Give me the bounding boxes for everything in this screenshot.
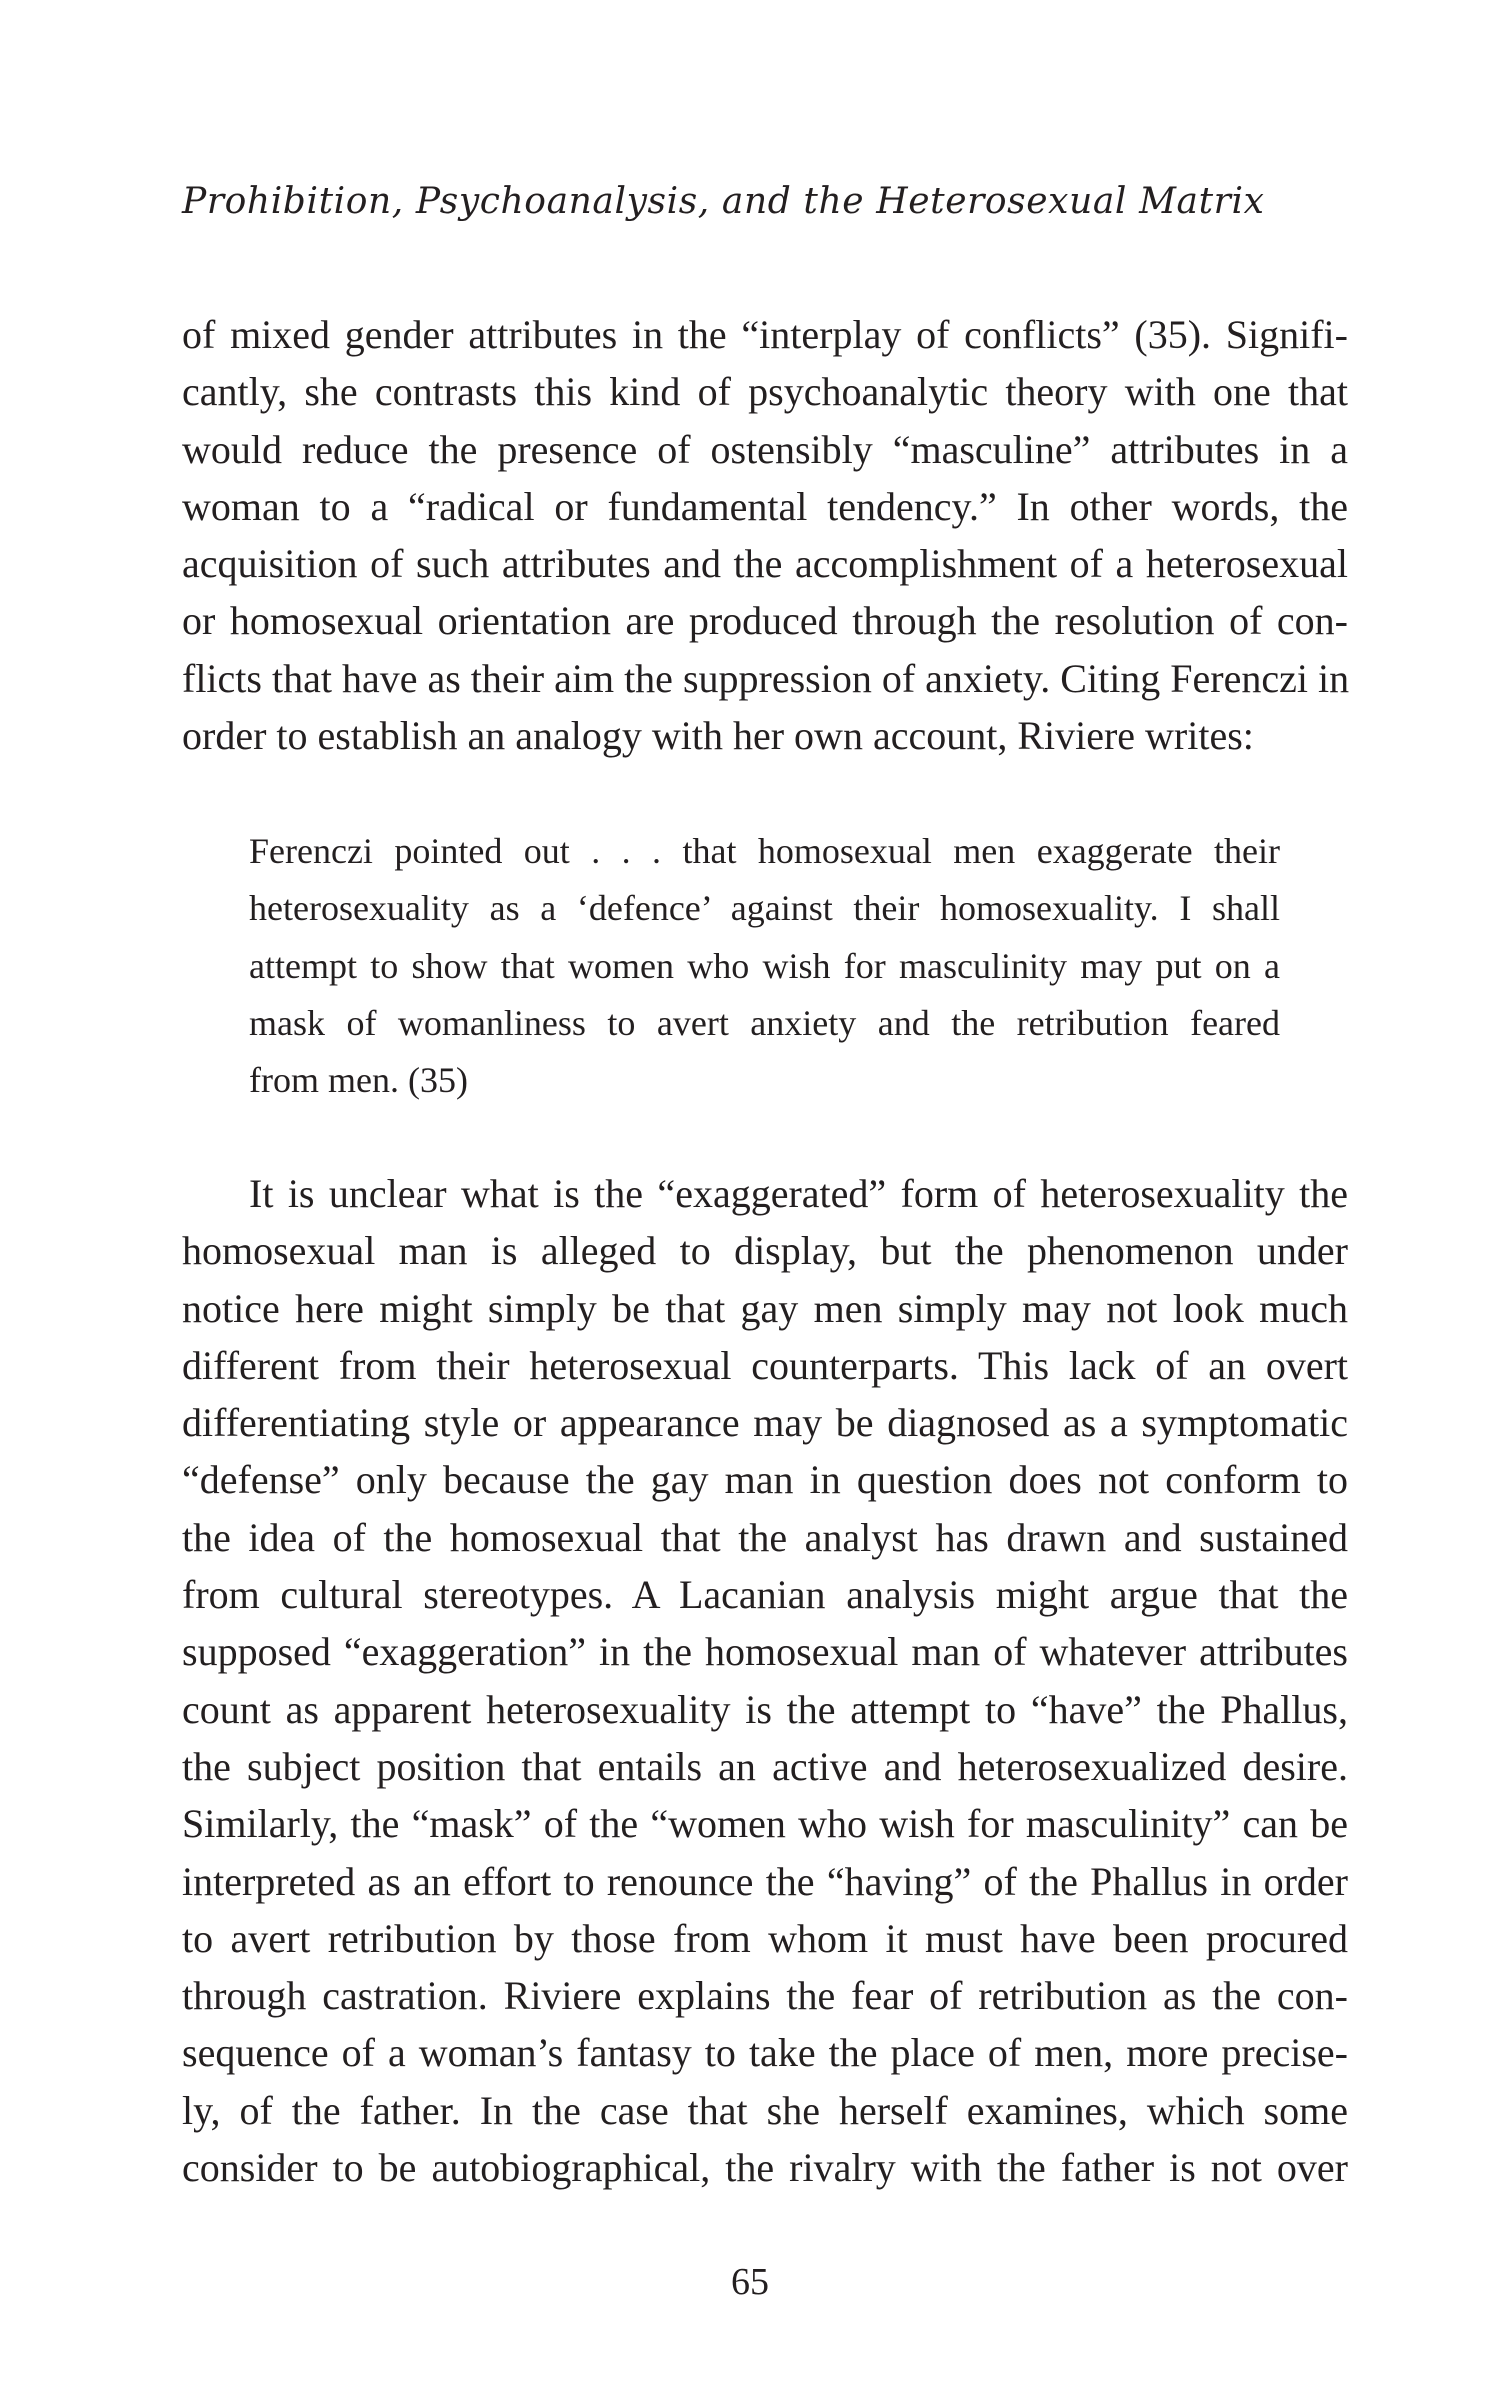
text-line: Similarly, the “mask” of the “women who wish for masculinity” can be	[182, 1801, 1348, 1847]
text-line: It is unclear what is the “exaggerated” form of heterosexuality the	[249, 1171, 1348, 1216]
text-line: notice here might simply be that gay men simply may not look much	[182, 1285, 1348, 1331]
quote-line: heterosexuality as a ‘defence’ against their homosexuality. I shall	[249, 888, 1280, 929]
block-quote	[249, 823, 1280, 1109]
text-line: ly, of the father. In the case that she herself examines, which some	[182, 2087, 1348, 2133]
text-line: woman to a “radical or fundamental tendency.” In other words, the	[182, 483, 1348, 529]
page-number: 65	[731, 2261, 769, 2303]
running-head: Prohibition, Psychoanalysis, and the Heterosexual Matrix	[182, 181, 1265, 222]
quote-line: mask of womanliness to avert anxiety and the retribution feared	[249, 1002, 1280, 1043]
text-line: homosexual man is alleged to display, but the phenomenon under	[182, 1228, 1348, 1274]
text-line: from cultural stereotypes. A Lacanian analysis might argue that the	[182, 1572, 1348, 1618]
text-line: count as apparent heterosexuality is the attempt to “have” the Phallus,	[182, 1686, 1348, 1732]
text-line: or homosexual orientation are produced through the resolution of con-	[182, 598, 1348, 644]
text-line: differentiating style or appearance may be diagnosed as a symptomatic	[182, 1400, 1348, 1446]
text-line: of mixed gender attributes in the “interplay of conflicts” (35). Signifi-	[182, 312, 1348, 357]
text-line: interpreted as an effort to renounce the “having” of the Phallus in order	[182, 1858, 1348, 1904]
paragraph-2	[182, 1165, 1348, 2196]
text-line: acquisition of such attributes and the accomplishment of a heterosexual	[182, 541, 1348, 587]
text-line: “defense” only because the gay man in question does not conform to	[182, 1457, 1348, 1503]
text-line: supposed “exaggeration” in the homosexual man of whatever attributes	[182, 1629, 1348, 1675]
quote-line: attempt to show that women who wish for masculinity may put on a	[249, 945, 1280, 986]
text-line: sequence of a woman’s fantasy to take the place of men, more precise-	[182, 2030, 1348, 2076]
quote-line: Ferenczi pointed out . . . that homosexual men exaggerate their	[249, 831, 1280, 871]
text-line: to avert retribution by those from whom it must have been procured	[182, 1915, 1348, 1961]
text-line: order to establish an analogy with her own account, Riviere writes:	[182, 713, 1254, 759]
paragraph-1	[182, 306, 1348, 764]
text-line: consider to be autobiographical, the rivalry with the father is not over	[182, 2145, 1348, 2191]
text-line: would reduce the presence of ostensibly “masculine” attributes in a	[182, 426, 1348, 472]
quote-line: from men. (35)	[249, 1060, 468, 1101]
text-line: through castration. Riviere explains the fear of retribution as the con-	[182, 1973, 1348, 2019]
text-line: different from their heterosexual counterparts. This lack of an overt	[182, 1342, 1348, 1388]
text-line: the subject position that entails an active and heterosexualized desire.	[182, 1743, 1348, 1789]
text-line: the idea of the homosexual that the analyst has drawn and sustained	[182, 1514, 1348, 1560]
text-line: cantly, she contrasts this kind of psychoanalytic theory with one that	[182, 369, 1348, 415]
text-line: flicts that have as their aim the suppression of anxiety. Citing Ferenczi in	[182, 655, 1350, 701]
